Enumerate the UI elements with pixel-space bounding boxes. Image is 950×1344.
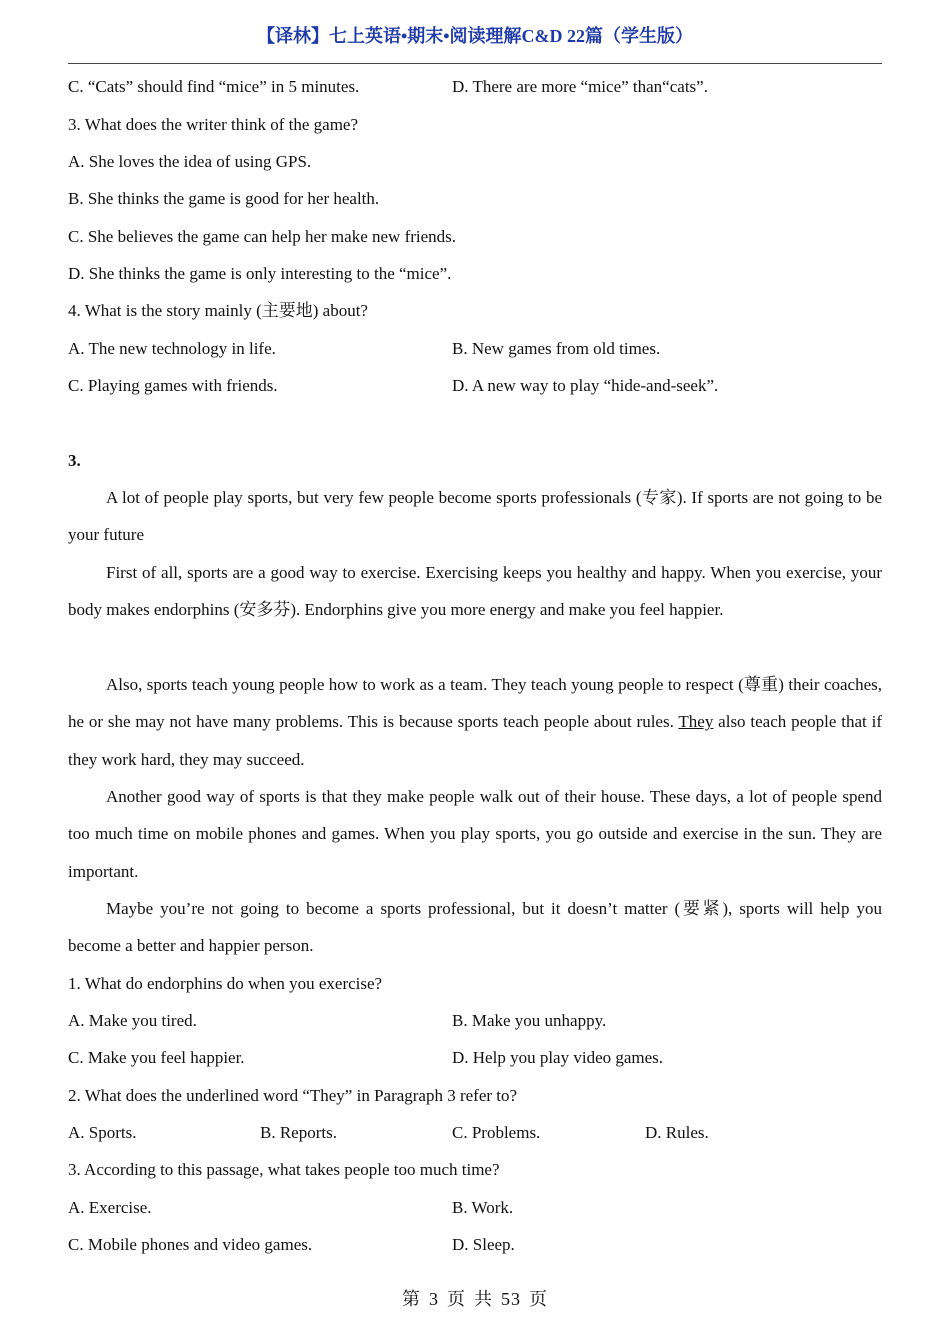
prev-q4-options-cd (68, 375, 882, 397)
total-pages: 53 (501, 1289, 521, 1309)
footer-ye: 页 (447, 1289, 466, 1309)
prev-q3-option-d: D. She thinks the game is only interesting to the “mice”. (68, 264, 452, 283)
footer-di: 第 (402, 1289, 421, 1309)
paragraph-2: First of all, sports are a good way to exercise. Exercising keeps you healthy and happy. When you exercise, your body makes endorphins (安多芬). Endorphins give you more energy and make you feel happier. (68, 563, 882, 620)
option-c: C. Make you feel happier. (68, 1048, 245, 1067)
option-a: A. Make you tired. (68, 1011, 197, 1030)
paragraph-4: Another good way of sports is that they make people walk out of their house. These days, a lot of people spend too much time on mobile phones and games. When you play sports, you go outside and exercise in the sun. They are important. (68, 787, 882, 881)
option-c: C. “Cats” should find “mice” in 5 minutes. (68, 77, 360, 96)
prev-q4-options-ab (68, 338, 882, 360)
prev-q3-option-c: C. She believes the game can help her make new friends. (68, 227, 457, 246)
option-a: A. Sports. (68, 1123, 137, 1142)
option-b: B. New games from old times. (452, 339, 661, 358)
q2-options (68, 1122, 882, 1144)
page-footer (0, 1285, 950, 1311)
q1-options-cd (68, 1047, 882, 1069)
prev-q3-option-a: A. She loves the idea of using GPS. (68, 152, 312, 171)
option-c: C. Playing games with friends. (68, 376, 278, 395)
option-a: A. Exercise. (68, 1198, 152, 1217)
option-d: D. Help you play video games. (452, 1048, 664, 1067)
option-c: C. Problems. (452, 1123, 541, 1142)
paragraph-5: Maybe you’re not going to become a sports professional, but it doesn’t matter (要紧), sports will help you become a better and happier person. (68, 899, 882, 956)
q1-question: 1. What do endorphins do when you exercise? (68, 974, 383, 993)
q3-options-ab (68, 1197, 882, 1219)
option-d: D. Rules. (645, 1123, 709, 1142)
q1-options-ab (68, 1010, 882, 1032)
footer-ye2: 页 (529, 1289, 548, 1309)
option-b: B. Make you unhappy. (452, 1011, 607, 1030)
option-c: C. Mobile phones and video games. (68, 1235, 313, 1254)
option-a: A. The new technology in life. (68, 339, 276, 358)
paragraph-3-text-after: also teach people that if they work hard, they may succeed. (68, 712, 882, 769)
footer-gong: 共 (474, 1289, 493, 1309)
paragraph-1: A lot of people play sports, but very few people become sports professionals (专家). If sports are not going to be your future (68, 488, 882, 545)
paragraph-3 (68, 666, 882, 778)
page-number: 3 (429, 1289, 439, 1309)
q3-options-cd (68, 1234, 882, 1256)
prev-q2-options-cd (68, 76, 882, 98)
q2-question: 2. What does the underlined word “They” in Paragraph 3 refer to? (68, 1086, 518, 1105)
option-d: D. Sleep. (452, 1235, 515, 1254)
prev-q3-option-b: B. She thinks the game is good for her health. (68, 189, 380, 208)
document-header: 【译林】七上英语•期末•阅读理解C&D 22篇（学生版） (256, 26, 694, 46)
prev-q4-question: 4. What is the story mainly (主要地) about? (68, 301, 368, 320)
option-b: B. Work. (452, 1198, 514, 1217)
prev-q3-question: 3. What does the writer think of the game? (68, 115, 359, 134)
paragraph-3-text-before: Also, sports teach young people how to work as a team. They teach young people to respect (尊重) their coaches, he or she may not have many problems. This is because sports teach people about rules. (68, 675, 882, 732)
option-d: D. There are more “mice” than“cats”. (452, 77, 708, 96)
section-number: 3. (68, 451, 81, 470)
q3-question: 3. According to this passage, what takes people too much time? (68, 1160, 500, 1179)
option-d: D. A new way to play “hide-and-seek”. (452, 376, 719, 395)
option-b: B. Reports. (260, 1123, 337, 1142)
underlined-word-they: They (678, 712, 714, 732)
header-divider (68, 63, 882, 64)
